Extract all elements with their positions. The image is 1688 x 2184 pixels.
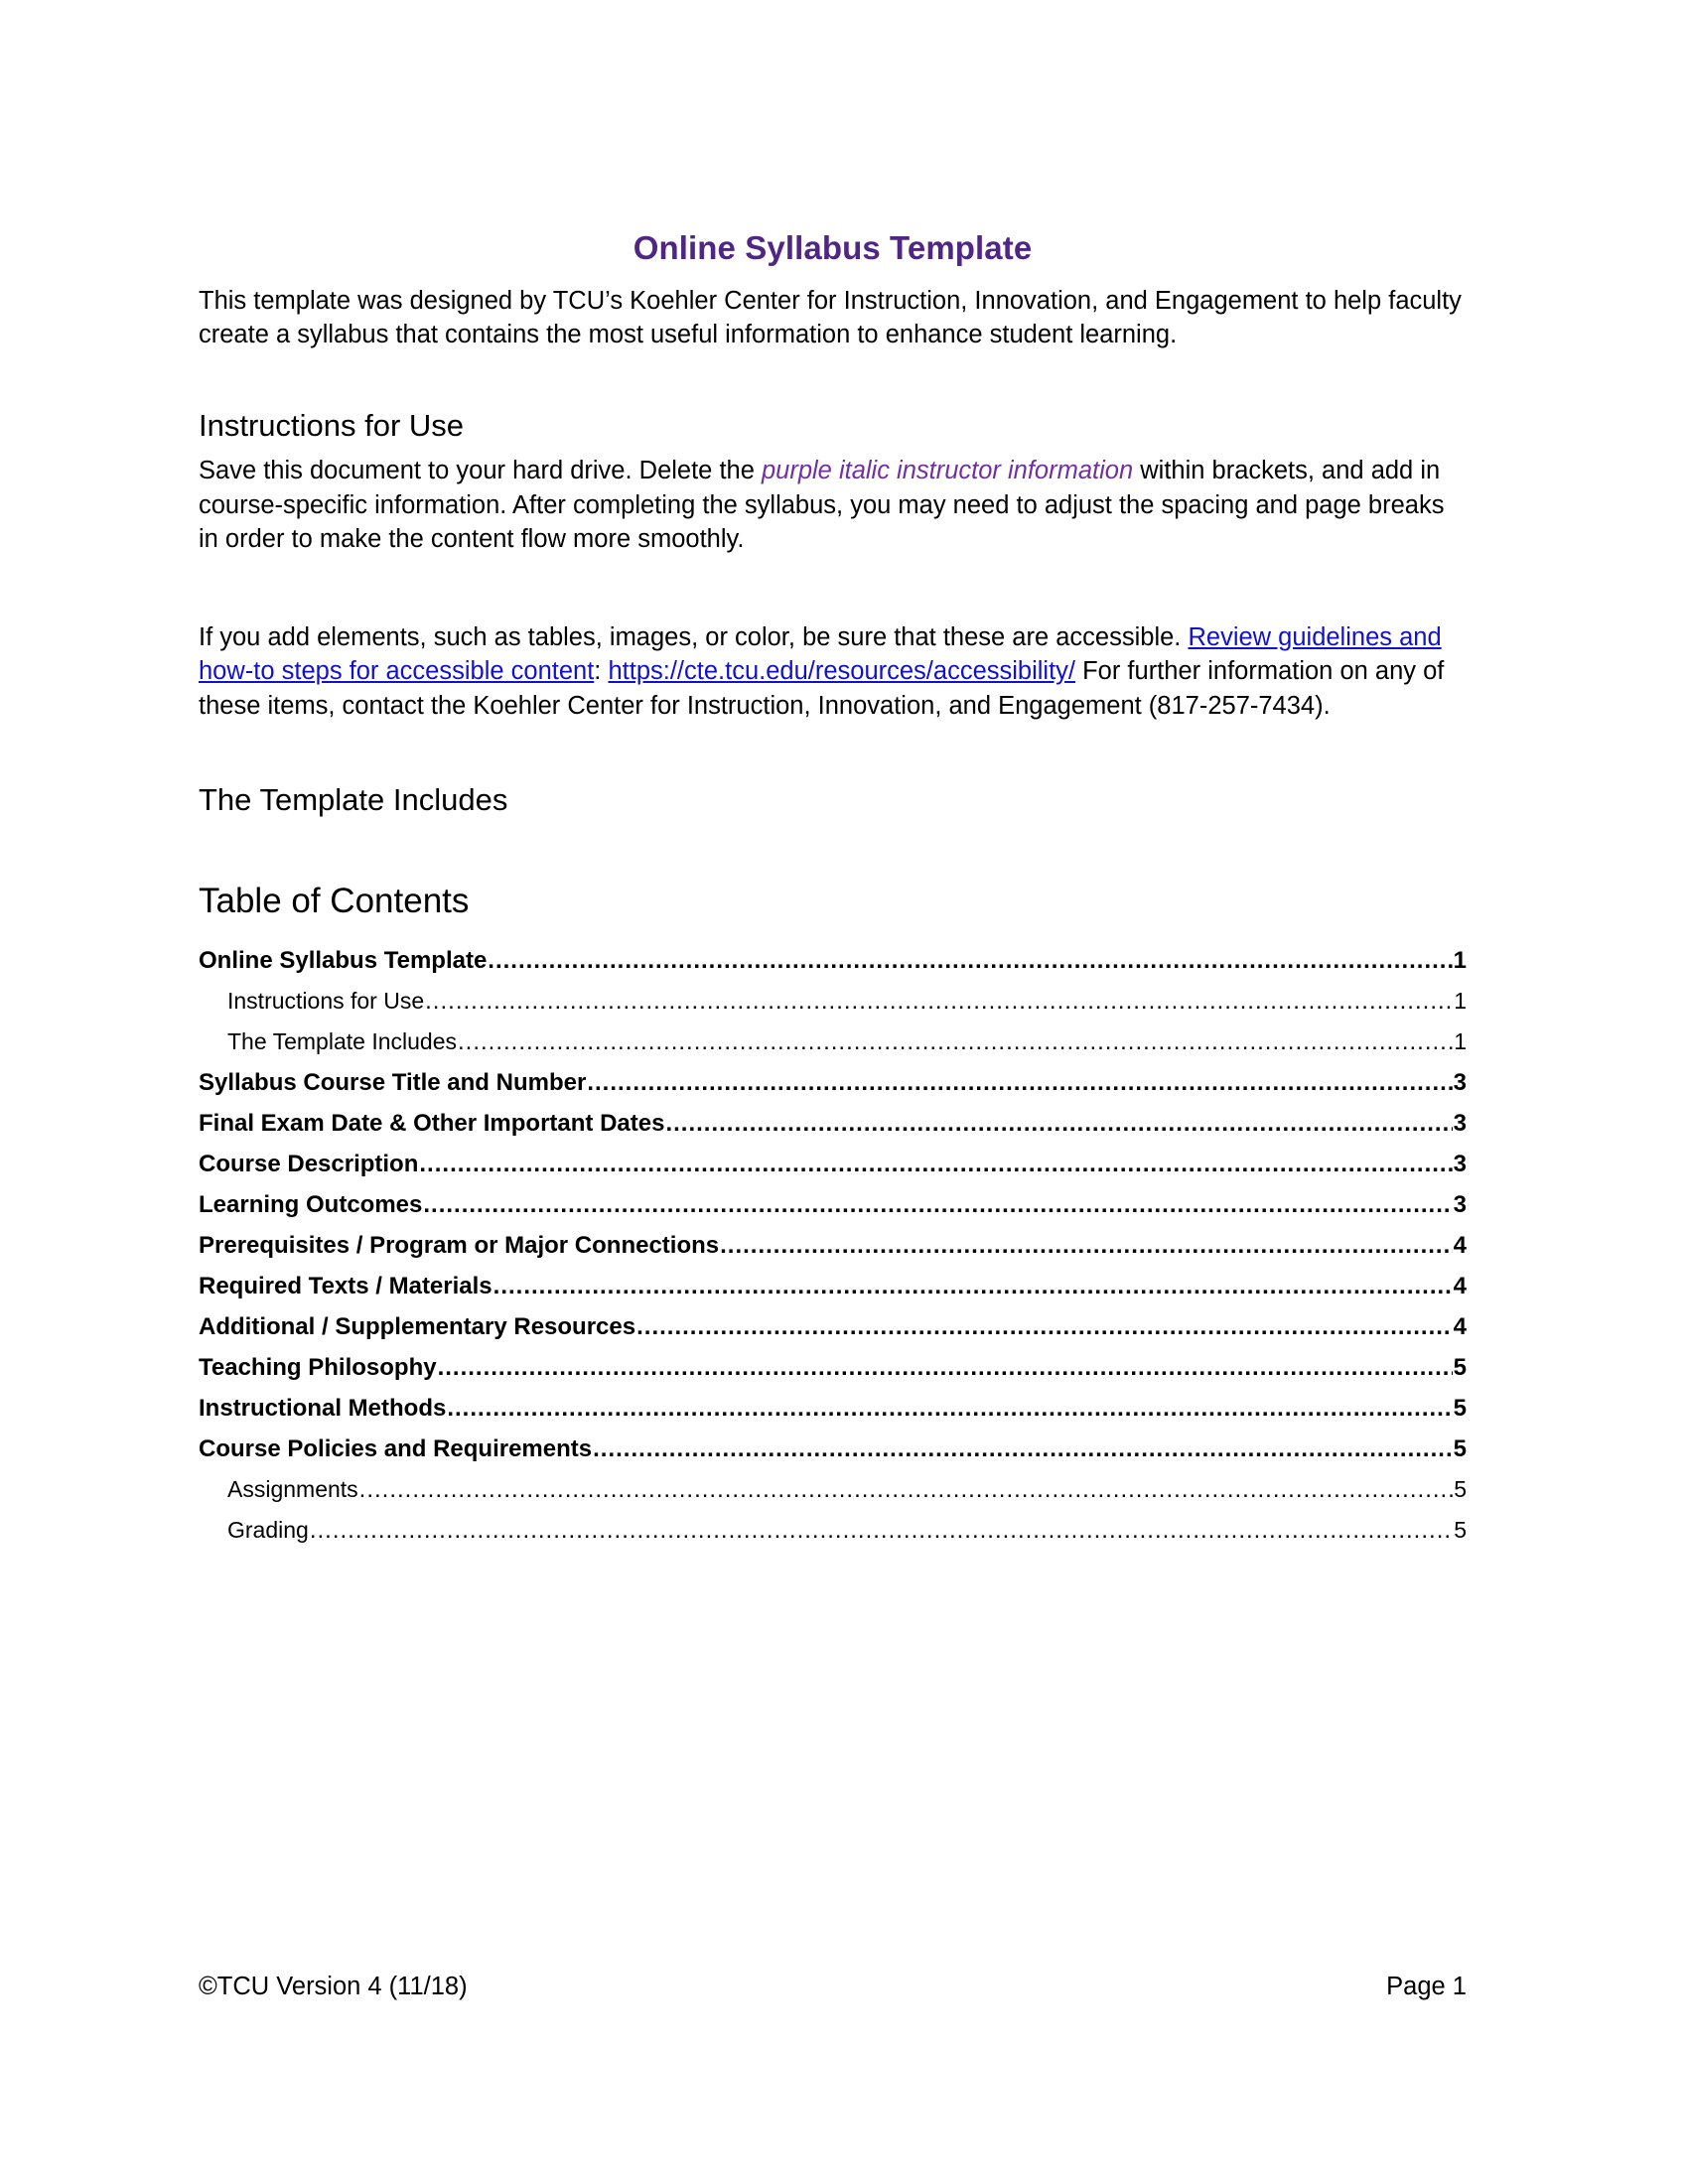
toc-entry-label: Course Description xyxy=(199,1151,419,1178)
heading-table-of-contents: Table of Contents xyxy=(199,882,470,921)
toc-entry-page-number: 4 xyxy=(1453,1273,1467,1300)
toc-entry-label: Final Exam Date & Other Important Dates xyxy=(199,1110,665,1138)
toc-entry-label: Learning Outcomes xyxy=(199,1191,423,1219)
toc-entry-page-number: 4 xyxy=(1453,1313,1467,1341)
toc-entry-page-number: 4 xyxy=(1453,1232,1467,1260)
toc-entry-page-number: 3 xyxy=(1453,1191,1467,1219)
toc-entry[interactable] xyxy=(199,981,1467,1022)
toc-entry-label: Online Syllabus Template xyxy=(199,947,488,975)
toc-entry-page-number: 3 xyxy=(1453,1069,1467,1097)
page-footer xyxy=(199,1973,1467,2001)
toc-leader-dots xyxy=(359,1469,1454,1510)
heading-instructions-for-use: Instructions for Use xyxy=(199,407,465,443)
toc-entry-page-number: 5 xyxy=(1454,1476,1467,1503)
accessibility-text-before: If you add elements, such as tables, images, or color, be sure that these are accessible. xyxy=(199,622,1189,651)
toc-leader-dots xyxy=(458,1022,1453,1062)
toc-entry[interactable] xyxy=(199,1144,1467,1184)
toc-leader-dots xyxy=(587,1062,1452,1103)
toc-leader-dots xyxy=(720,1225,1453,1266)
instructions-paragraph xyxy=(199,454,1467,557)
toc-entry-label: Course Policies and Requirements xyxy=(199,1435,593,1463)
toc-entry-label: The Template Includes xyxy=(227,1028,457,1055)
toc-leader-dots xyxy=(493,1266,1453,1306)
toc-leader-dots xyxy=(438,1347,1453,1388)
toc-entry[interactable] xyxy=(199,1022,1467,1062)
toc-entry[interactable] xyxy=(199,1266,1467,1306)
toc-leader-dots xyxy=(419,1144,1452,1184)
toc-entry-page-number: 5 xyxy=(1453,1395,1467,1423)
footer-page-number: Page 1 xyxy=(1386,1973,1467,2000)
toc-entry-page-number: 3 xyxy=(1453,1151,1467,1178)
toc-leader-dots xyxy=(636,1306,1453,1347)
toc-entry[interactable] xyxy=(199,1062,1467,1103)
toc-entry[interactable] xyxy=(199,1510,1467,1551)
accessibility-url-link[interactable]: https://cte.tcu.edu/resources/accessibility/ xyxy=(608,657,1076,686)
purple-italic-placeholder-text: purple italic instructor information xyxy=(761,457,1134,485)
footer-copyright: ©TCU Version 4 (11/18) xyxy=(199,1973,468,2000)
toc-leader-dots xyxy=(425,981,1453,1022)
toc-entry-page-number: 1 xyxy=(1454,988,1467,1015)
toc-entry-label: Assignments xyxy=(227,1476,358,1503)
heading-the-template-includes: The Template Includes xyxy=(199,782,508,818)
page-title: Online Syllabus Template xyxy=(633,229,1033,266)
toc-entry[interactable] xyxy=(199,1429,1467,1469)
document-content xyxy=(199,0,1467,1551)
toc-entry-label: Additional / Supplementary Resources xyxy=(199,1313,636,1341)
toc-entry-label: Teaching Philosophy xyxy=(199,1354,437,1382)
toc-entry[interactable] xyxy=(199,1225,1467,1266)
instructions-text-after: within brackets, and add in course-specific information. After completing the syllabus, you may need to adjust the spacing and page breaks in order to make the content flow more smoothly. xyxy=(199,457,1445,554)
toc-entry-page-number: 5 xyxy=(1454,1517,1467,1544)
accessibility-paragraph xyxy=(199,620,1467,724)
toc-entry-page-number: 1 xyxy=(1453,947,1467,975)
toc-leader-dots xyxy=(593,1429,1453,1469)
toc-entry-label: Instructions for Use xyxy=(227,988,425,1015)
toc-entry-page-number: 1 xyxy=(1454,1028,1467,1055)
toc-entry[interactable] xyxy=(199,1103,1467,1144)
toc-entry[interactable] xyxy=(199,1388,1467,1429)
toc-leader-dots xyxy=(488,940,1452,981)
toc-entry-page-number: 5 xyxy=(1453,1435,1467,1463)
toc-entry-label: Syllabus Course Title and Number xyxy=(199,1069,587,1097)
toc-entry[interactable] xyxy=(199,1184,1467,1225)
toc-entry-page-number: 5 xyxy=(1453,1354,1467,1382)
instructions-text-before: Save this document to your hard drive. Delete the xyxy=(199,457,762,485)
accessibility-text-after: For further information on any of these items, contact the Koehler Center for Instruction, Innovation, and Engagement (817-257-7434). xyxy=(199,657,1445,720)
table-of-contents-list xyxy=(199,940,1467,1551)
toc-leader-dots xyxy=(310,1510,1453,1551)
toc-entry[interactable] xyxy=(199,940,1467,981)
toc-entry[interactable] xyxy=(199,1306,1467,1347)
toc-entry[interactable] xyxy=(199,1347,1467,1388)
toc-entry-page-number: 3 xyxy=(1453,1110,1467,1138)
toc-entry-label: Grading xyxy=(227,1517,309,1544)
toc-entry[interactable] xyxy=(199,1469,1467,1510)
toc-entry-label: Prerequisites / Program or Major Connections xyxy=(199,1232,720,1260)
toc-leader-dots xyxy=(447,1388,1452,1429)
accessibility-guidelines-link[interactable]: Review guidelines and how-to steps for accessible content xyxy=(199,622,1442,686)
toc-leader-dots xyxy=(423,1184,1452,1225)
intro-paragraph: This template was designed by TCU’s Koehler Center for Instruction, Innovation, and Engagement to help faculty create a syllabus that contains the most useful information to enhance student learning. xyxy=(199,286,1462,349)
toc-leader-dots xyxy=(665,1103,1452,1144)
accessibility-colon: : xyxy=(594,657,609,686)
toc-entry-label: Required Texts / Materials xyxy=(199,1273,492,1300)
toc-entry-label: Instructional Methods xyxy=(199,1395,447,1423)
